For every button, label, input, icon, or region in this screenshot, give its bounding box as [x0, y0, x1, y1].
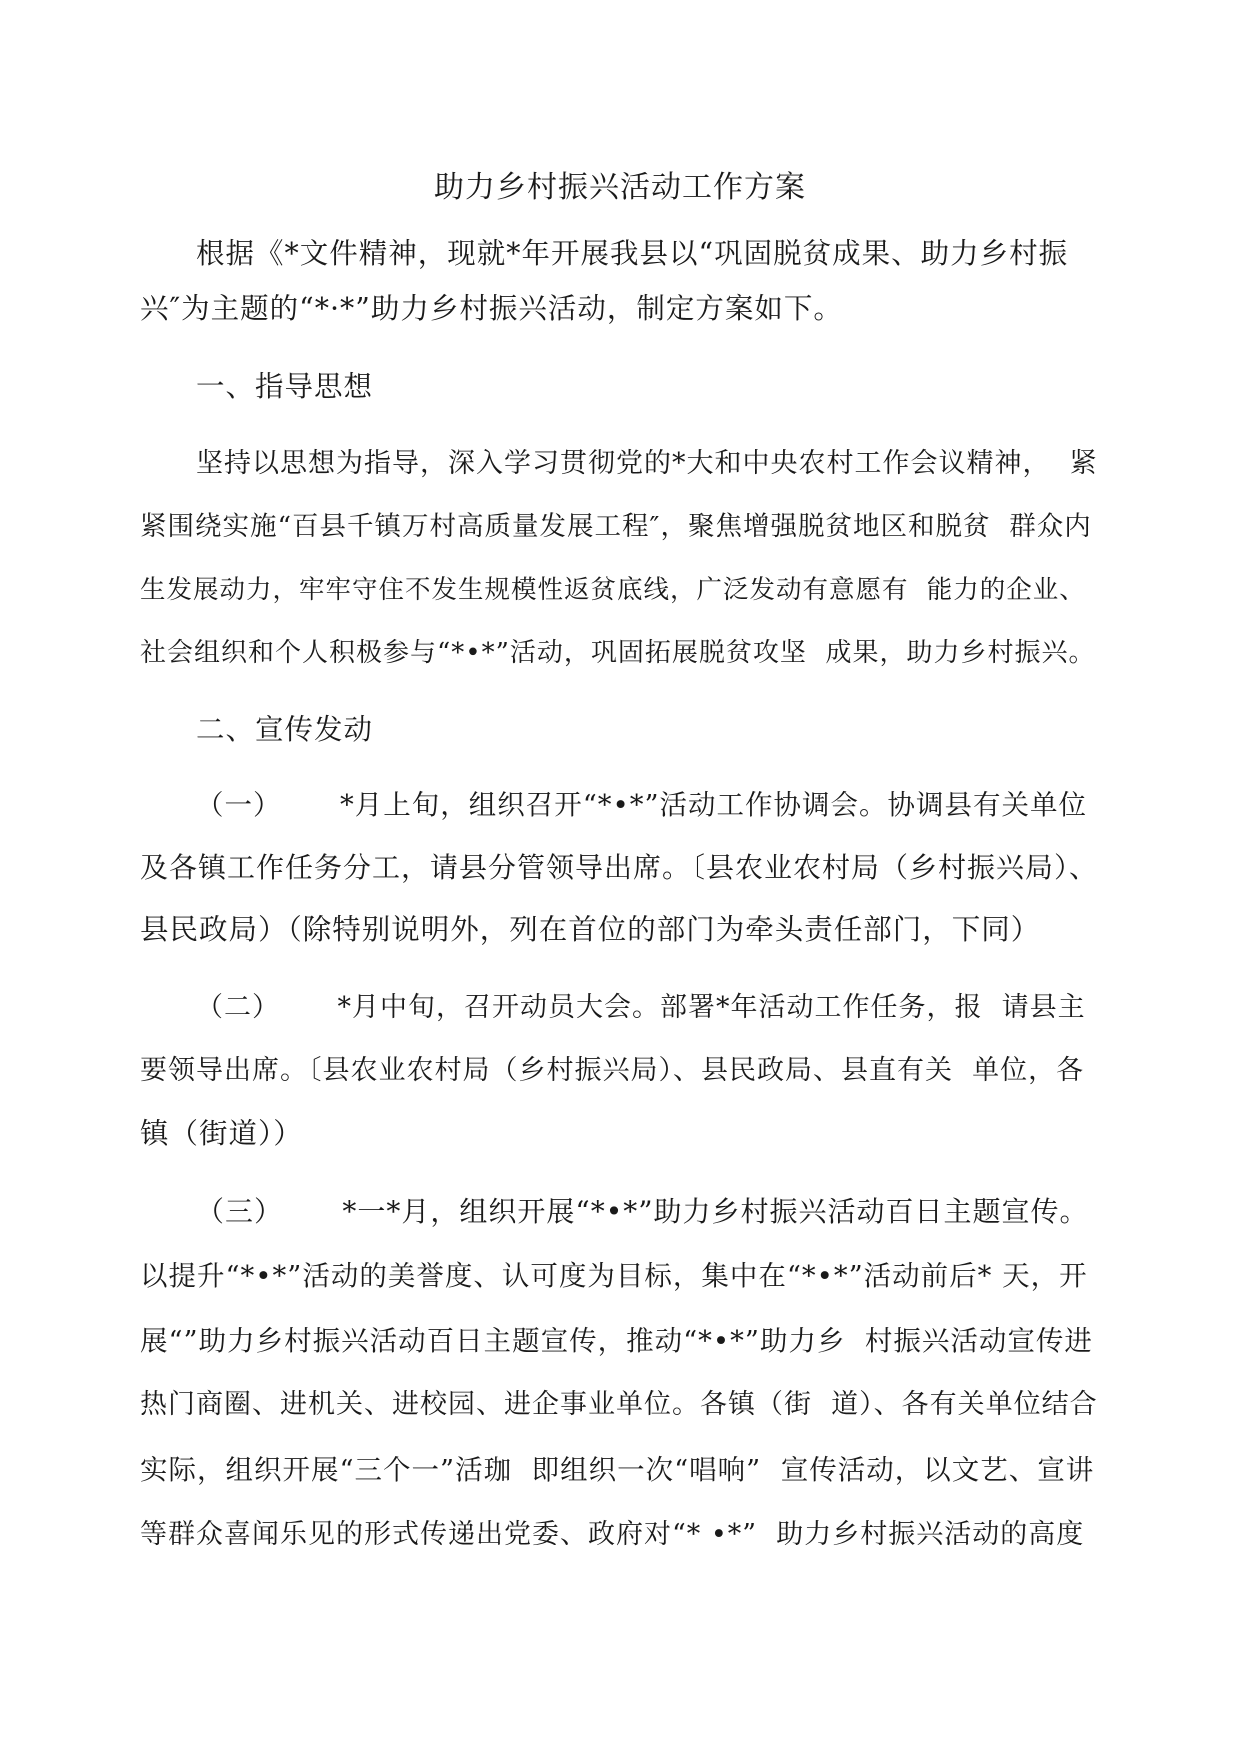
paragraph-line: 镇（街道））: [140, 1117, 303, 1150]
paragraph-line: （三） *一*月，组织开展“*•*”助力乡村振兴活动百日主题宣传。: [196, 1195, 1089, 1228]
paragraph-line: 紧围绕实施“百县千镇万村高质量发展工程″，聚焦增强脱贫地区和脱贫 群众内: [140, 511, 1092, 542]
document-title: 助力乡村振兴活动工作方案: [434, 170, 806, 205]
paragraph-line: 及各镇工作任务分工，请县分管领导出席。〔县农业农村局（乡村振兴局）、: [140, 851, 1099, 884]
paragraph-line: 根据《*文件精神，现就*年开展我县以“巩固脱贫成果、助力乡村振: [196, 237, 1069, 270]
paragraph-line: 县民政局）（除特别说明外，列在首位的部门为牵头责任部门，下同）: [140, 913, 1041, 946]
paragraph-line: （二） *月中旬，召开动员大会。部署*年活动工作任务，报 请县主: [196, 992, 1086, 1023]
paragraph-line: 兴″为主题的“*·*”助力乡村振兴活动，制定方案如下。: [140, 292, 843, 325]
paragraph-line: 坚持以思想为指导，深入学习贯彻党的*大和中央农村工作会议精神， 紧: [196, 448, 1098, 479]
paragraph-line: 生发展动力，牢牢守住不发生规模性返贫底线，广泛发动有意愿有 能力的企业、: [140, 575, 1086, 605]
paragraph-line: 要领导出席。〔县农业农村局（乡村振兴局）、县民政局、县直有关 单位，各: [140, 1055, 1085, 1086]
paragraph-line: 等群众喜闻乐见的形式传递出党委、政府对“* •*” 助力乡村振兴活动的高度: [140, 1519, 1085, 1550]
paragraph-line: （一） *月上旬，组织召开“*•*”活动工作协调会。协调县有关单位: [196, 789, 1088, 821]
paragraph-line: 展“”助力乡村振兴活动百日主题宣传，推动“*•*”助力乡 村振兴活动宣传进: [140, 1325, 1093, 1357]
paragraph-line: 热门商圈、进机关、进校园、进企事业单位。各镇（街 道）、各有关单位结合: [140, 1389, 1098, 1420]
paragraph-line: 实际，组织开展“三个一”活珈 即组织一次“唱响” 宣传活动，以文艺、宣讲: [140, 1454, 1095, 1486]
paragraph-line: 社会组织和个人积极参与“*•*”活动，巩固拓展脱贫攻坚 成果，助力乡村振兴。: [140, 638, 1096, 668]
section-heading: 二、宣传发动: [196, 713, 374, 746]
section-heading: 一、指导思想: [196, 370, 374, 403]
paragraph-line: 以提升“*•*”活动的美誉度、认可度为目标，集中在“*•*”活动前后* 天，开: [140, 1260, 1088, 1292]
